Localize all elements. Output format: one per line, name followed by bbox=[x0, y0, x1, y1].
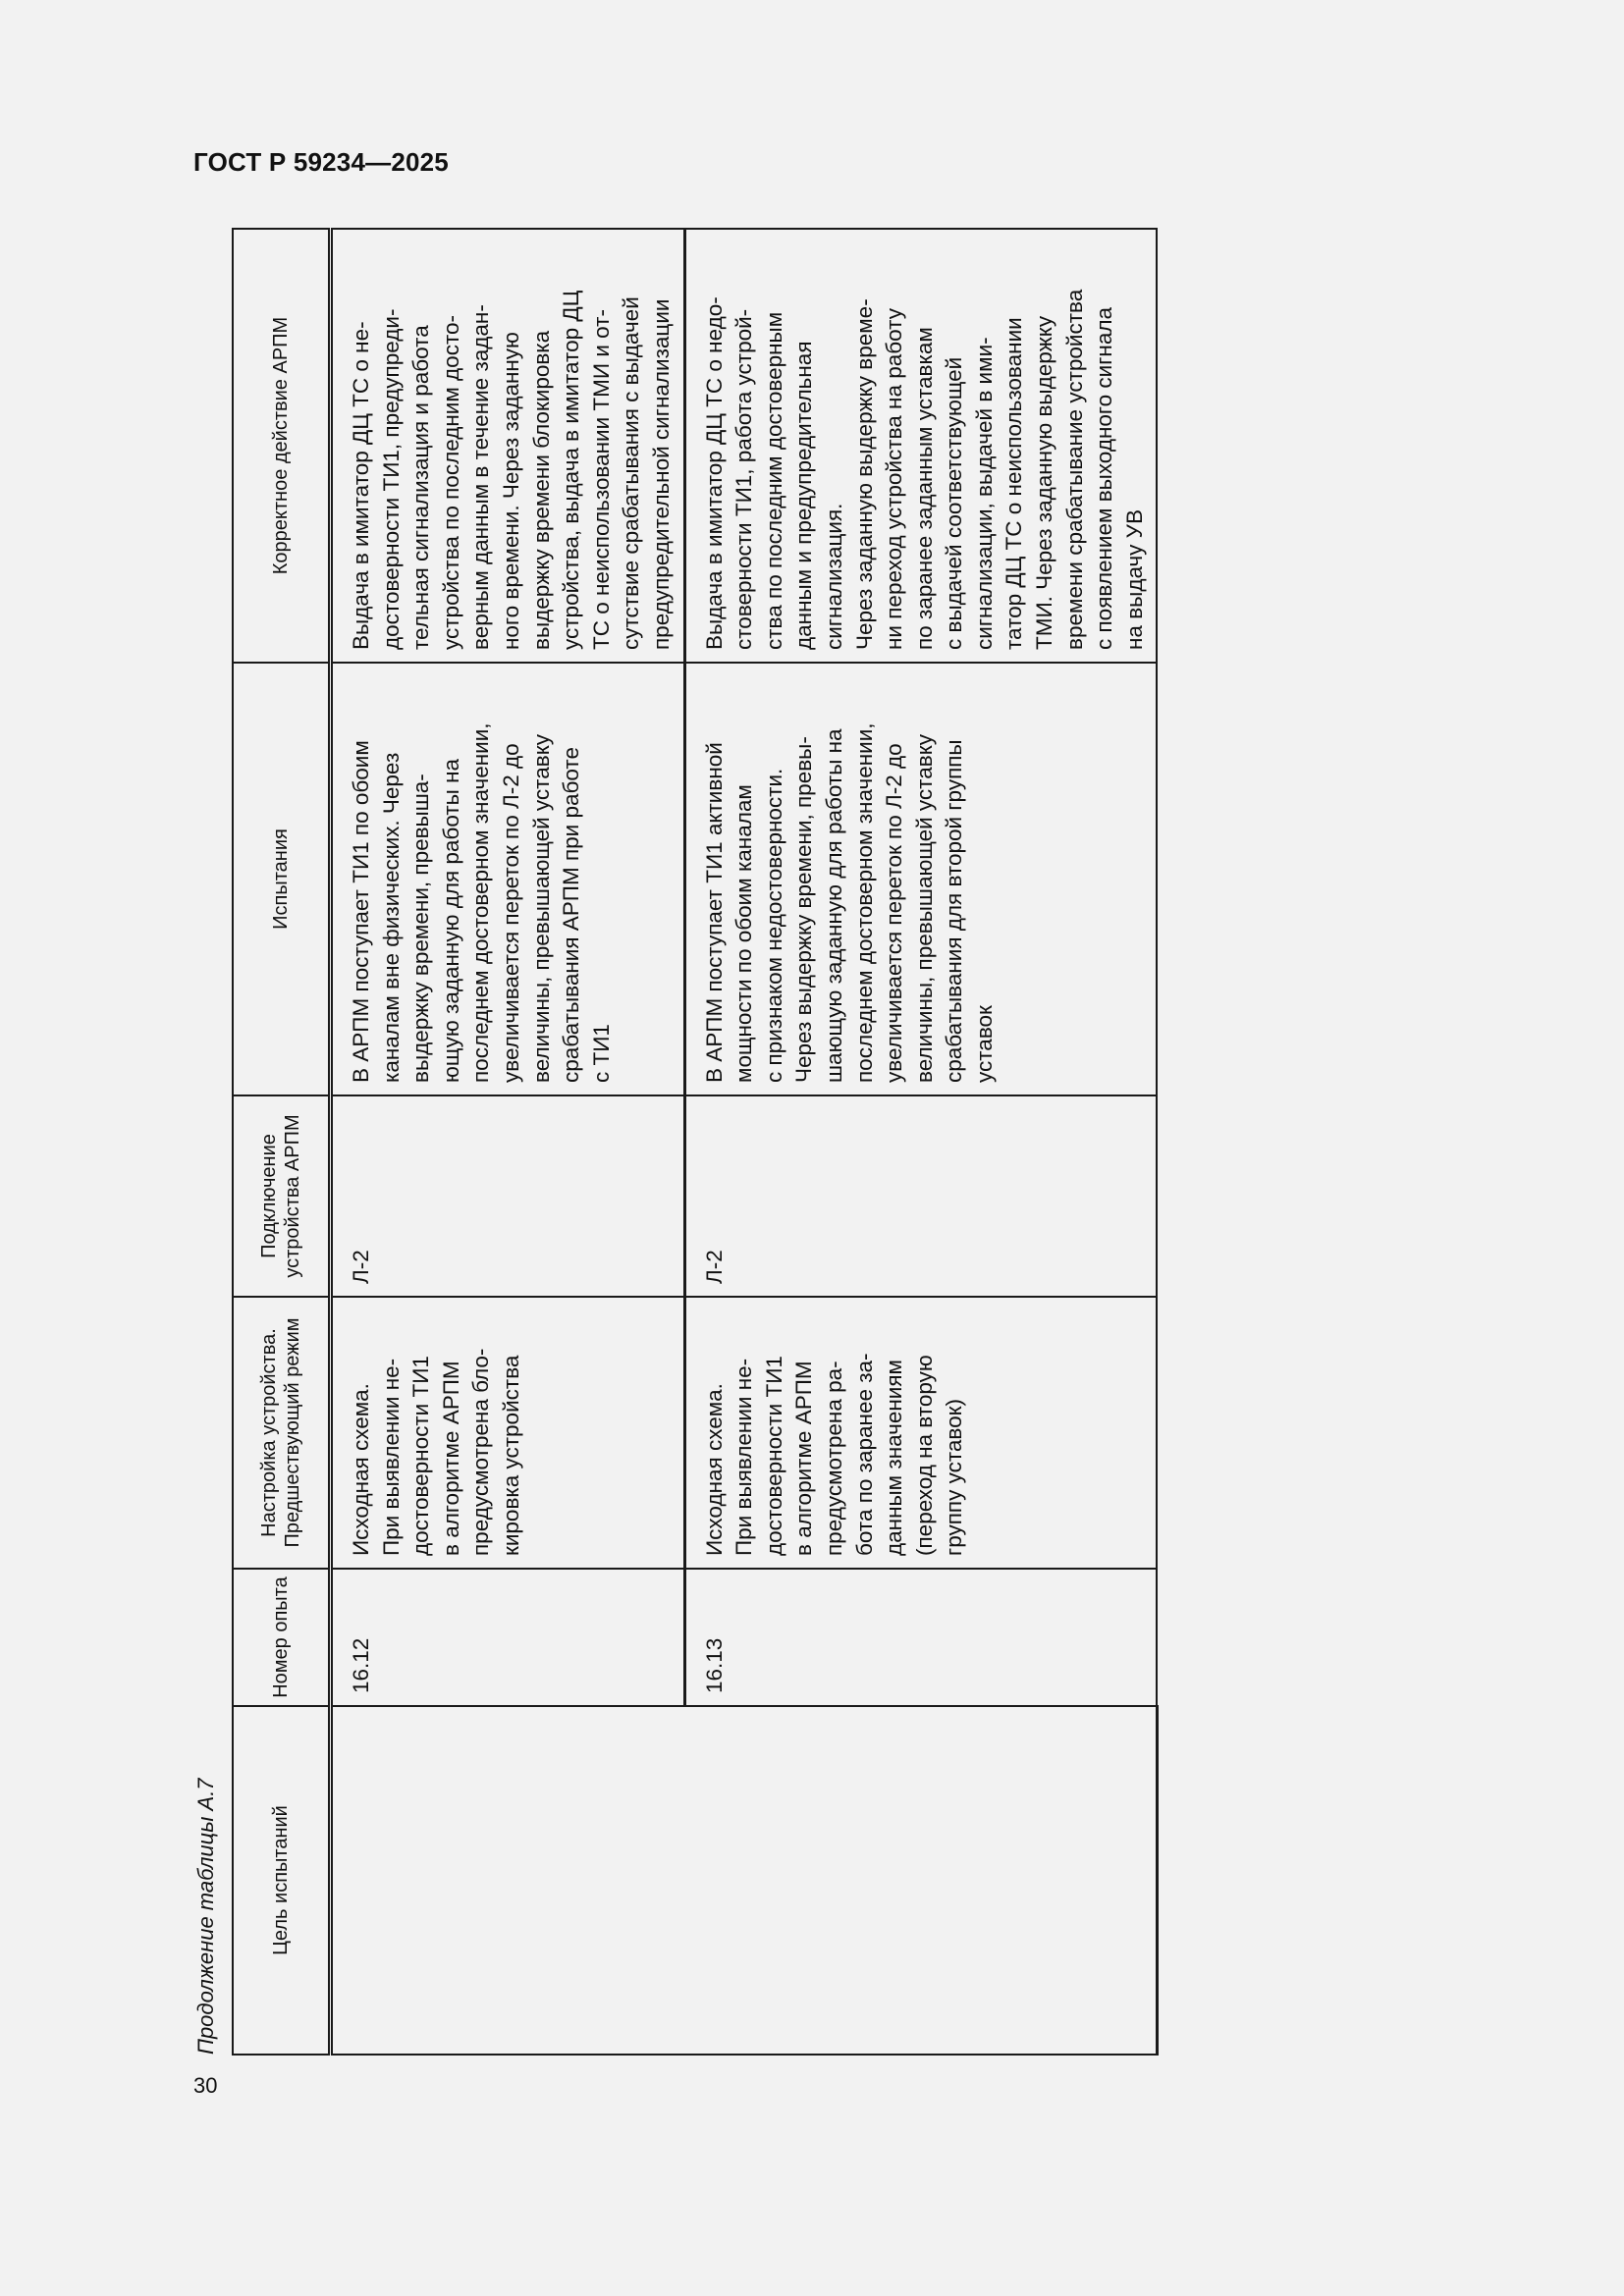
connection-cell: Л-2 bbox=[331, 1095, 685, 1297]
page-number: 30 bbox=[193, 2073, 218, 2098]
test-cell: В АРПМ поступает ТИ1 активной мощности по обоим каналам с признаком недостоверности. Через выдержку времени, превы- шающую заданную для работы на последнем достоверном значении, увеличивается переток по Л-2 до величины, превышающей уставку срабатывания для второй группы уставок bbox=[684, 663, 1157, 1095]
test-number-cell: 16.12 bbox=[331, 1569, 685, 1706]
action-cell: Выдача в имитатор ДЦ ТС о не- достоверности ТИ1, предупреди- тельная сигнализация и работа устройства по последним досто- верным данным в течение задан- ного времени. Через заданную выдержку времени блокировка устройства, выдача в имитатор ДЦ ТС о неиспользовании ТМИ и от- сутствие срабатывания с выдачей предупредительной сигнализации bbox=[331, 229, 685, 663]
column-header-test: Испытания bbox=[233, 663, 331, 1095]
table-header-row bbox=[233, 229, 331, 2055]
test-cell: В АРПМ поступает ТИ1 по обоим каналам вне физических. Через выдержку времени, превыша- ющую заданную для работы на последнем достоверном значении, увеличивается переток по Л-2 до величины, превышающей уставку срабатывания АРПМ при работе с ТИ1 bbox=[331, 663, 685, 1095]
table-row bbox=[331, 229, 685, 2055]
action-cell: Выдача в имитатор ДЦ ТС о недо- стоверности ТИ1, работа устрой- ства по последним достоверным данным и предупредительная сигнализация. Через заданную выдержку време- ни переход устройства на работу по заранее заданным уставкам с выдачей соответствующей сигнализации, выдачей в ими- татор ДЦ ТС о неиспользовании ТМИ. Через заданную выдержку времени срабатывание устройства с появлением выходного сигнала на выдачу УВ bbox=[684, 229, 1157, 663]
connection-cell: Л-2 bbox=[684, 1095, 1157, 1297]
table-frame bbox=[232, 230, 1147, 2056]
column-header-goal: Цель испытаний bbox=[233, 1706, 331, 2055]
column-header-setup: Настройка устройства. Предшествующий режим bbox=[233, 1297, 331, 1569]
setup-cell: Исходная схема. При выявлении не- достоверности ТИ1 в алгоритме АРПМ предусмотрена бло- кировка устройства bbox=[331, 1297, 685, 1569]
setup-cell: Исходная схема. При выявлении не- достоверности ТИ1 в алгоритме АРПМ предусмотрена ра- бота по заранее за- данным значениям (переход на вторую группу уставок) bbox=[684, 1297, 1157, 1569]
column-header-action: Корректное действие АРПМ bbox=[233, 229, 331, 663]
column-header-connection: Подключение устройства АРПМ bbox=[233, 1095, 331, 1297]
column-header-number: Номер опыта bbox=[233, 1569, 331, 1706]
test-number-cell: 16.13 bbox=[684, 1569, 1157, 1706]
goal-cell bbox=[331, 1706, 1158, 2055]
test-table bbox=[232, 228, 1159, 2056]
document-header: ГОСТ Р 59234—2025 bbox=[193, 147, 449, 177]
table-caption: Продолжение таблицы А.7 bbox=[193, 1778, 218, 2055]
